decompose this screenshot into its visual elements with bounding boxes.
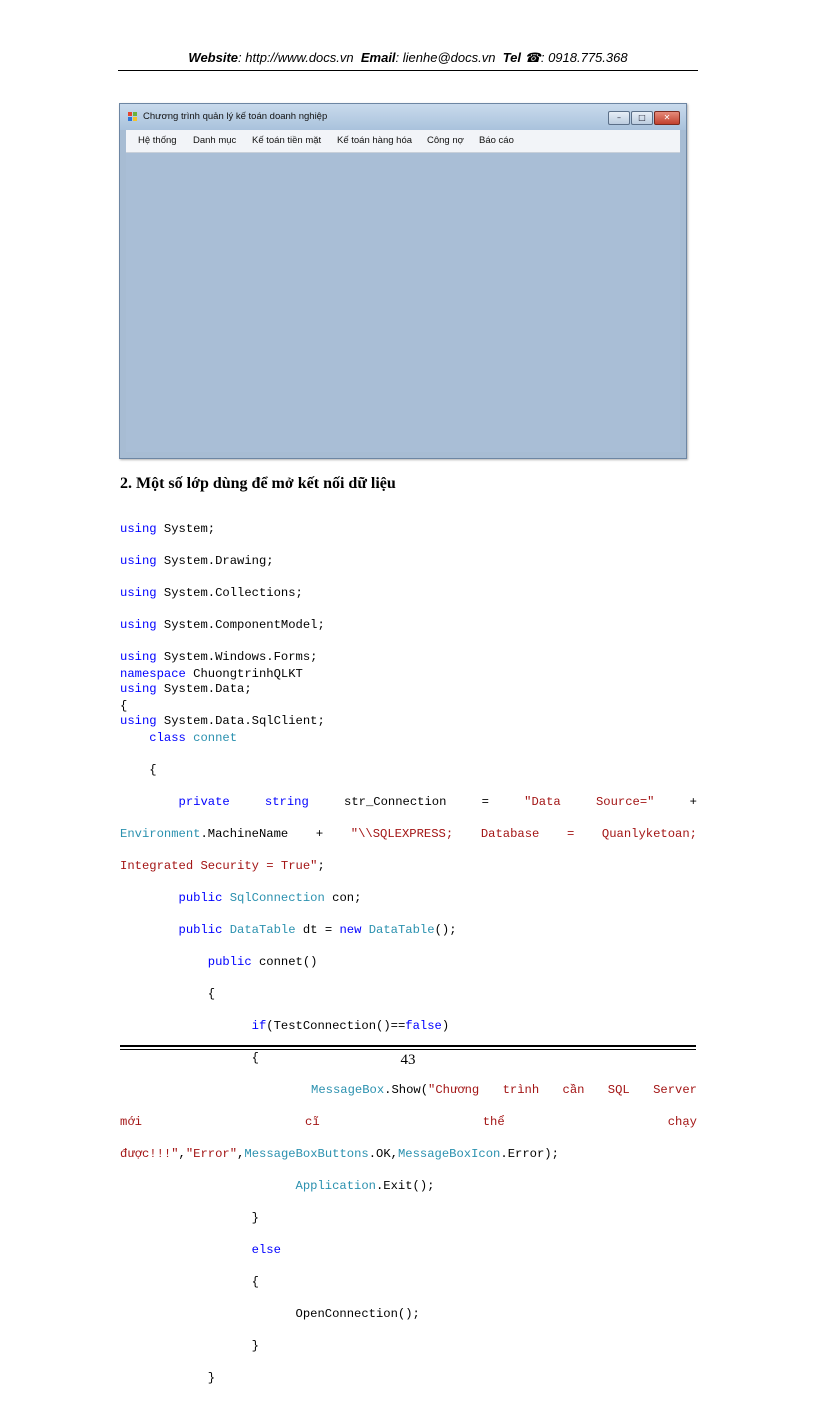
string-literal: Database — [480, 827, 540, 841]
email-value: : lienhe@docs.vn — [395, 50, 496, 65]
section-heading: 2. Một số lớp dùng để mở kết nối dữ liệu — [120, 475, 396, 492]
menu-item-ke-toan-tien-mat[interactable]: Kế toán tiền mặt — [252, 135, 322, 146]
namespace-name: ChuongtrinhQLKT — [193, 667, 303, 681]
footer-rule — [120, 1045, 696, 1047]
code-line — [120, 521, 697, 537]
keyword: else — [251, 1243, 281, 1257]
code-line — [120, 890, 697, 906]
website-value: : http://www.docs.vn — [238, 50, 354, 65]
app-icon — [128, 112, 138, 122]
string-literal: Server — [653, 1083, 697, 1097]
code-line — [120, 954, 697, 970]
keyword: public — [207, 955, 252, 969]
code-line — [120, 1242, 697, 1258]
member: .OK, — [368, 1147, 398, 1161]
keyword: namespace — [120, 667, 186, 681]
string-literal: "Data — [524, 795, 561, 809]
keyword: new — [339, 923, 362, 937]
code-line — [120, 553, 697, 569]
brace: { — [149, 763, 157, 777]
tel-label: Tel — [502, 50, 522, 65]
type-name: DataTable — [368, 923, 435, 937]
using-namespace: System.ComponentModel; — [163, 618, 325, 632]
type-name: SqlConnection — [229, 891, 325, 905]
code-line — [120, 762, 697, 778]
close-icon[interactable]: ✕ — [654, 111, 680, 125]
keyword: private — [178, 795, 230, 809]
member: .MachineName — [200, 827, 289, 841]
using-namespace: System.Data; — [163, 682, 252, 696]
code-line — [120, 1210, 697, 1226]
menu-bar — [126, 130, 680, 153]
code-line — [120, 922, 697, 938]
menu-item-cong-no[interactable]: Công nợ — [427, 135, 464, 146]
code-line — [120, 794, 697, 810]
minimize-icon[interactable]: – — [608, 111, 630, 125]
code-line — [120, 1370, 697, 1386]
code-line — [120, 826, 697, 842]
string-literal: mới — [120, 1115, 142, 1129]
code-line — [120, 1178, 697, 1194]
window-client-area — [126, 153, 680, 452]
keyword: using — [120, 682, 157, 696]
operator: + — [315, 827, 324, 841]
code-line — [120, 1018, 697, 1034]
tel-value: : 0918.775.368 — [540, 50, 628, 65]
type-name: DataTable — [229, 923, 296, 937]
window-title: Chương trình quản lý kế toán doanh nghiệp — [143, 111, 328, 122]
keyword: using — [120, 522, 157, 536]
string-literal: Quanlyketoan; — [601, 827, 697, 841]
method-call: OpenConnection(); — [295, 1307, 420, 1321]
using-namespace: System.Windows.Forms; — [163, 650, 318, 664]
using-namespace: System.Data.SqlClient; — [163, 714, 325, 728]
class-name: connet — [193, 731, 238, 745]
brace: { — [251, 1275, 259, 1289]
string-literal: Source=" — [595, 795, 655, 809]
brace: } — [251, 1339, 259, 1353]
operator: = — [481, 795, 489, 809]
keyword: if — [251, 1019, 267, 1033]
app-window-screenshot — [119, 103, 687, 459]
menu-item-ke-toan-hang-hoa[interactable]: Kế toán hàng hóa — [337, 135, 413, 146]
type-name: MessageBox — [311, 1083, 385, 1097]
website-label: Website — [188, 50, 239, 65]
phone-icon: ☎ — [524, 50, 541, 65]
comma: , — [178, 1147, 186, 1161]
maximize-icon[interactable]: □ — [631, 111, 653, 125]
using-namespace: System.Drawing; — [163, 554, 274, 568]
menu-item-he-thong[interactable]: Hệ thống — [138, 135, 177, 146]
string-literal: Integrated Security = True" — [120, 859, 318, 873]
string-literal: SQL — [607, 1083, 630, 1097]
keyword: public — [178, 923, 223, 937]
code-line — [120, 858, 697, 874]
code-line — [120, 666, 697, 682]
page-number: 43 — [400, 1052, 416, 1068]
comma: , — [237, 1147, 245, 1161]
keyword: false — [405, 1019, 442, 1033]
using-namespace: System; — [163, 522, 216, 536]
ctor-call: (); — [434, 923, 457, 937]
string-literal: "\\SQLEXPRESS; — [350, 827, 454, 841]
header-rule — [118, 70, 698, 71]
window-titlebar — [120, 104, 686, 130]
code-line — [120, 698, 697, 714]
keyword: class — [149, 731, 186, 745]
keyword: string — [264, 795, 309, 809]
string-literal: thể — [482, 1115, 505, 1129]
string-literal: cần — [562, 1083, 585, 1097]
email-label: Email — [360, 50, 396, 65]
string-literal: trình — [502, 1083, 540, 1097]
code-line — [120, 986, 697, 1002]
using-namespace: System.Collections; — [163, 586, 303, 600]
keyword: using — [120, 618, 157, 632]
string-literal: cĩ — [305, 1115, 320, 1129]
string-literal: chạy — [667, 1115, 697, 1129]
brace: { — [207, 987, 216, 1001]
brace: { — [251, 1051, 259, 1065]
field-decl: dt = — [295, 923, 340, 937]
code-line — [120, 1146, 697, 1162]
code-line — [120, 1274, 697, 1290]
type-name: MessageBoxButtons — [244, 1147, 369, 1161]
paren: ) — [441, 1019, 450, 1033]
code-line — [120, 585, 697, 601]
field-decl: con; — [324, 891, 362, 905]
method-call: .Show( — [384, 1083, 429, 1097]
keyword: using — [120, 650, 157, 664]
type-name: MessageBoxIcon — [397, 1147, 501, 1161]
string-literal: "Chương — [428, 1083, 480, 1097]
ctor-decl: connet() — [251, 955, 318, 969]
menu-item-bao-cao[interactable]: Báo cáo — [479, 135, 514, 146]
keyword: using — [120, 586, 157, 600]
method-call: .Exit(); — [375, 1179, 435, 1193]
code-line — [120, 1338, 697, 1354]
code-line — [120, 617, 697, 633]
string-literal: được!!!" — [120, 1147, 179, 1161]
operator: + — [689, 795, 697, 809]
brace: } — [207, 1371, 216, 1385]
class-code-block — [120, 650, 697, 1402]
condition: (TestConnection()== — [266, 1019, 406, 1033]
code-line — [120, 1306, 697, 1322]
field-name: str_Connection — [344, 795, 447, 809]
string-literal: "Error" — [185, 1147, 238, 1161]
brace: { — [120, 699, 128, 713]
brace: } — [251, 1211, 259, 1225]
menu-item-danh-muc[interactable]: Danh mục — [193, 135, 237, 146]
page-header — [0, 50, 816, 66]
code-line — [120, 730, 697, 746]
member: .Error); — [500, 1147, 559, 1161]
semicolon: ; — [317, 859, 325, 873]
code-line — [120, 1082, 697, 1098]
footer-rule — [120, 1049, 696, 1050]
keyword: using — [120, 554, 157, 568]
type-name: Application — [295, 1179, 376, 1193]
keyword: using — [120, 714, 157, 728]
string-literal: = — [566, 827, 575, 841]
keyword: public — [178, 891, 223, 905]
type-name: Environment — [120, 827, 201, 841]
code-line — [120, 1114, 697, 1130]
